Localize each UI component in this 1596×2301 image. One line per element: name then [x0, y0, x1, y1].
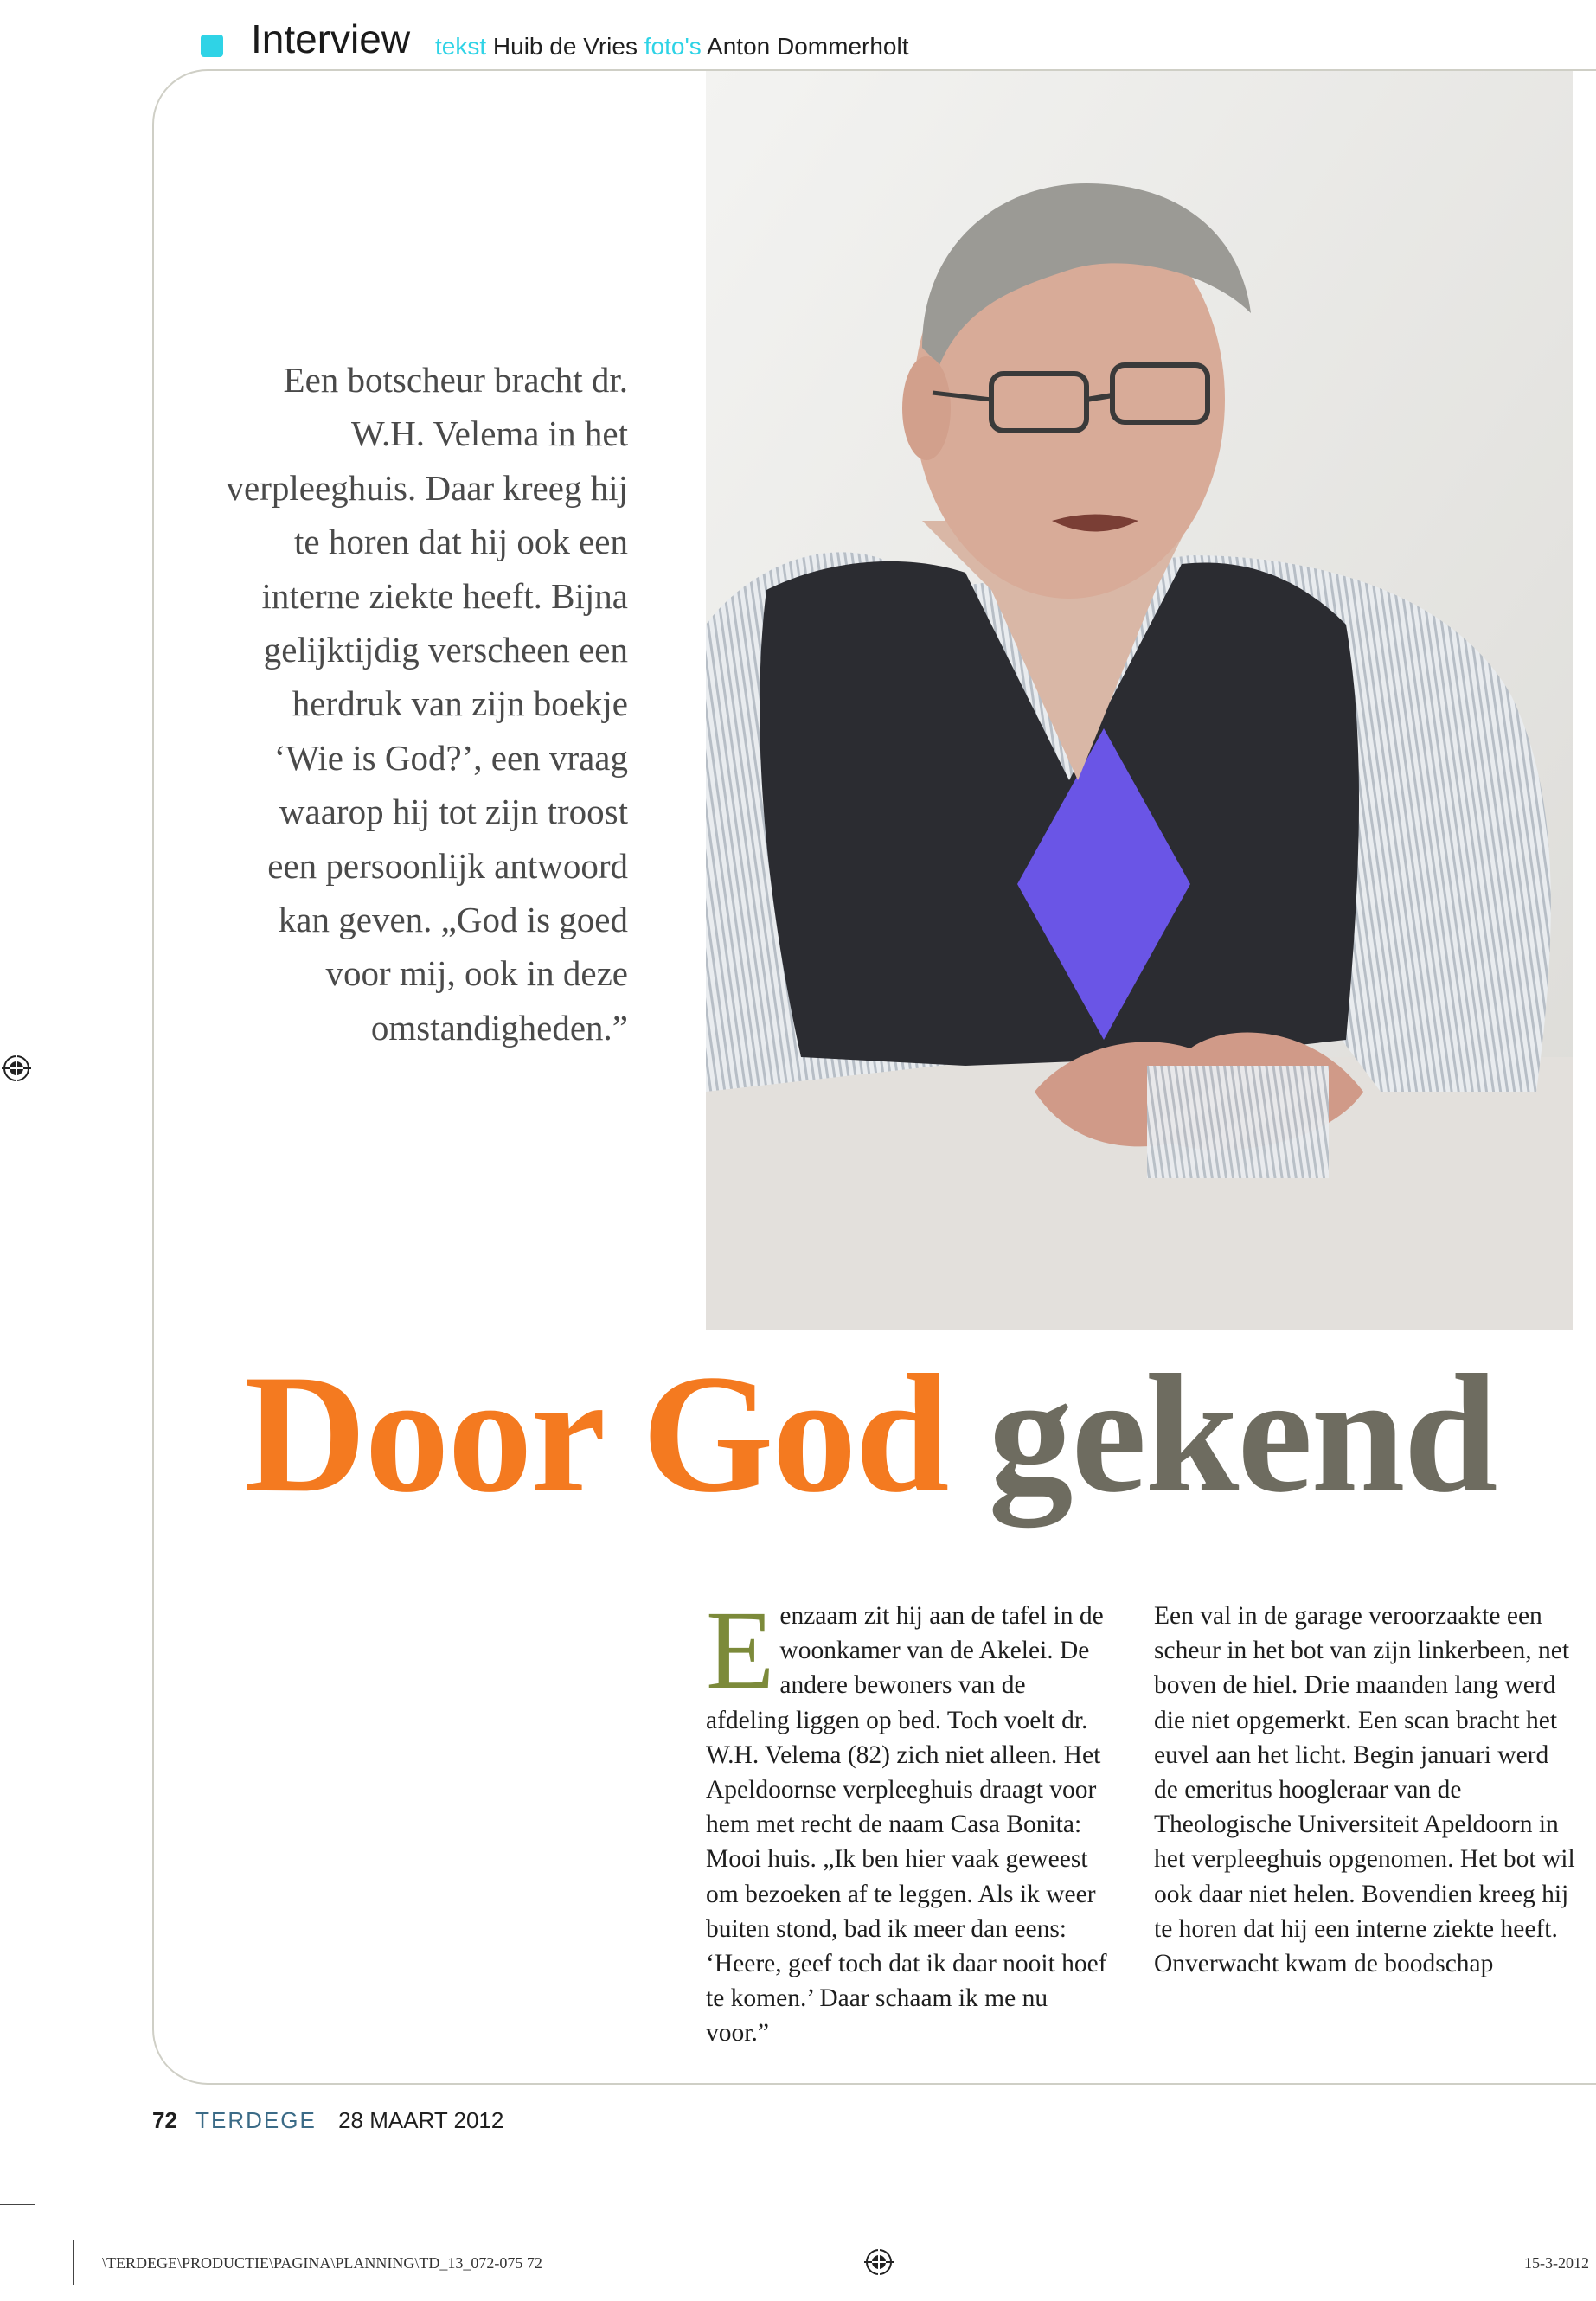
section-marker — [201, 35, 223, 57]
credit-photo-label: foto's — [644, 33, 702, 60]
headline — [244, 1340, 1497, 1528]
trim-mark — [0, 2204, 35, 2205]
body-column-1 — [706, 1588, 1114, 2051]
byline — [435, 35, 908, 59]
body-text-2-continued: Onverwacht kwam de boodschap — [1154, 1950, 1494, 1978]
body-column-2 — [1154, 1599, 1578, 1981]
magazine-name: TERDEGE — [195, 2107, 317, 2133]
credit-text-name: Huib de Vries — [492, 33, 638, 60]
issue-date: 28 MAART 2012 — [338, 2107, 504, 2133]
drop-cap: E — [706, 1588, 775, 1713]
trim-mark — [73, 2240, 74, 2285]
body-text-1: enzaam zit hij aan de tafel in de woonkamer van de Akelei. De andere bewoners van de afdeling liggen op bed. Toch voelt dr. W.H. Velema (82) zich niet alleen. Het Apeldoornse verpleeghuis draagt voor hem met recht de naam Casa Bonita: Mooi huis. „Ik ben hier vaak geweest om bezoeken af te leggen. Als ik weer buiten stond, bad ik meer dan eens: ‘Heere, geef toch dat ik daar nooit hoef te komen.’ Daar schaam ik me nu voor.” — [706, 1602, 1107, 2048]
credit-photo-name: Anton Dommerholt — [707, 33, 909, 60]
body-text-2: Een val in de garage veroorzaakte een scheur in het bot van zijn linkerbeen, net boven de hiel. Drie maanden lang werd die niet opgemerkt. Een scan bracht het euvel aan het licht. Begin januari werd de emeritus hoogleraar van de Theologische Universiteit Apeldoorn in het verpleeghuis opgenomen. Het bot wil ook daar niet helen. Bovendien kreeg hij te horen dat hij een interne ziekte heeft. — [1154, 1602, 1575, 1943]
print-slug-path: \TERDEGE\PRODUCTIE\PAGINA\PLANNING\TD_13_072-075 72 — [102, 2254, 542, 2272]
page-number: 72 — [152, 2107, 177, 2133]
folio — [152, 2109, 503, 2131]
portrait-photo — [706, 71, 1573, 1330]
headline-orange: Door God — [244, 1340, 948, 1528]
credit-text-label: tekst — [435, 33, 487, 60]
print-slug-date: 15-3-2012 — [1524, 2254, 1589, 2272]
headline-gray: gekend — [988, 1340, 1497, 1528]
intro-paragraph: Een botscheur bracht dr. W.H. Velema in het verpleeghuis. Daar kreeg hij te horen dat hij ook een interne ziekte heeft. Bijna gelijktijdig verscheen een herdruk van zijn boekje ‘Wie is God?’, een vraag waarop hij tot zijn troost een persoonlijk antwoord kan geven. „God is goed voor mij, ook in deze omstandigheden.” — [226, 360, 628, 1048]
registration-mark-icon — [864, 2247, 894, 2277]
section-label: Interview — [251, 16, 411, 61]
registration-mark-icon — [2, 1054, 31, 1083]
